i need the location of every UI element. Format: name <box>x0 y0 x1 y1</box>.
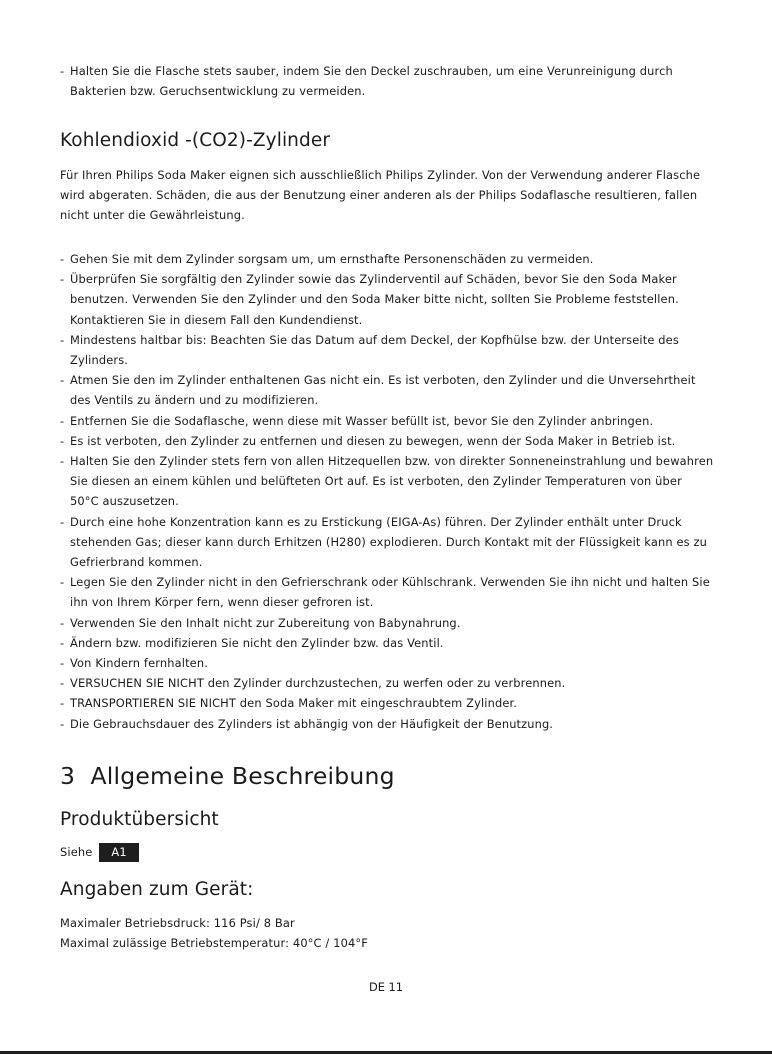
page-number: DE 11 <box>368 980 404 994</box>
list-item: - Überprüfen Sie sorgfältig den Zylinder sowie das Zylinderventil auf Schäden, bevor Sie den Soda Maker benutzen. Verwenden Sie den Zylinder und den Soda Maker bitte nicht, sollten Sie Probleme feststellen. Kontaktieren Sie in diesem Fall den Kundendienst. <box>60 269 714 330</box>
specs-heading: Angaben zum Gerät: <box>60 879 254 900</box>
figure-reference-line <box>60 842 139 862</box>
list-item: - Legen Sie den Zylinder nicht in den Gefrierschrank oder Kühlschrank. Verwenden Sie ihn nicht und halten Sie ihn von Ihrem Körper fern, wenn dieser gefroren ist. <box>60 572 714 612</box>
list-item: - Die Gebrauchsdauer des Zylinders ist abhängig von der Häufigkeit der Benutzung. <box>60 714 714 734</box>
list-item: - Verwenden Sie den Inhalt nicht zur Zubereitung von Babynahrung. <box>60 613 714 633</box>
specs-list <box>60 913 714 953</box>
chapter-title: 3 Allgemeine Beschreibung <box>60 762 395 790</box>
overview-heading: Produktübersicht <box>60 809 219 830</box>
co2-intro-paragraph: Für Ihren Philips Soda Maker eignen sich ausschließlich Philips Zylinder. Von der Verwendung anderer Flasche wird abgeraten. Schäden, die aus der Benutzung einer anderen als der Philips Sodaflasche resultieren, fallen nicht unter die Gewährleistung. <box>60 168 701 223</box>
list-item: - Halten Sie den Zylinder stets fern von allen Hitzequellen bzw. von direkter Sonneneinstrahlung und bewahren Sie diesen an einem kühlen und belüfteten Ort auf. Es ist verboten, den Zylinder Temperaturen von über 50°C auszusetzen. <box>60 451 714 512</box>
see-label: Siehe <box>60 845 93 859</box>
list-item: - Atmen Sie den im Zylinder enthaltenen Gas nicht ein. Es ist verboten, den Zylinder und die Unversehrtheit des Ventils zu ändern und zu modifizieren. <box>60 370 714 410</box>
co2-bullet-list <box>60 249 714 734</box>
intro-bullet: - Halten Sie die Flasche stets sauber, indem Sie den Deckel zuschrauben, um eine Verunreinigung durch Bakterien bzw. Geruchsentwicklung zu vermeiden. <box>60 61 724 101</box>
list-item: - Mindestens haltbar bis: Beachten Sie das Datum auf dem Deckel, der Kopfhülse bzw. der Unterseite des Zylinders. <box>60 330 714 370</box>
list-item: - Entfernen Sie die Sodaflasche, wenn diese mit Wasser befüllt ist, bevor Sie den Zylinder anbringen. <box>60 411 714 431</box>
list-item: - Ändern bzw. modifizieren Sie nicht den Zylinder bzw. das Ventil. <box>60 633 714 653</box>
list-item: - Gehen Sie mit dem Zylinder sorgsam um, um ernsthafte Personenschäden zu vermeiden. <box>60 249 714 269</box>
co2-heading: Kohlendioxid -(CO2)-Zylinder <box>60 130 331 151</box>
bottom-rule <box>0 1051 772 1054</box>
spec-line: Maximal zulässige Betriebstemperatur: 40°C / 104°F <box>60 936 368 951</box>
spec-line: Maximaler Betriebsdruck: 116 Psi/ 8 Bar <box>60 916 295 930</box>
list-item: - Es ist verboten, den Zylinder zu entfernen und diesen zu bewegen, wenn der Soda Maker in Betrieb ist. <box>60 431 714 451</box>
list-item: - VERSUCHEN SIE NICHT den Zylinder durchzustechen, zu werfen oder zu verbrennen. <box>60 673 714 693</box>
figure-ref-badge[interactable]: A1 <box>99 843 138 862</box>
list-item: - Von Kindern fernhalten. <box>60 653 714 673</box>
list-item: - TRANSPORTIEREN SIE NICHT den Soda Maker mit eingeschraubtem Zylinder. <box>60 693 714 713</box>
list-item: - Durch eine hohe Konzentration kann es zu Erstickung (EIGA-As) führen. Der Zylinder enthält unter Druck stehenden Gas; dieser kann durch Erhitzen (H280) explodieren. Durch Kontakt mit der Flüssigkeit kann es zu Gefrierbrand kommen. <box>60 512 714 573</box>
